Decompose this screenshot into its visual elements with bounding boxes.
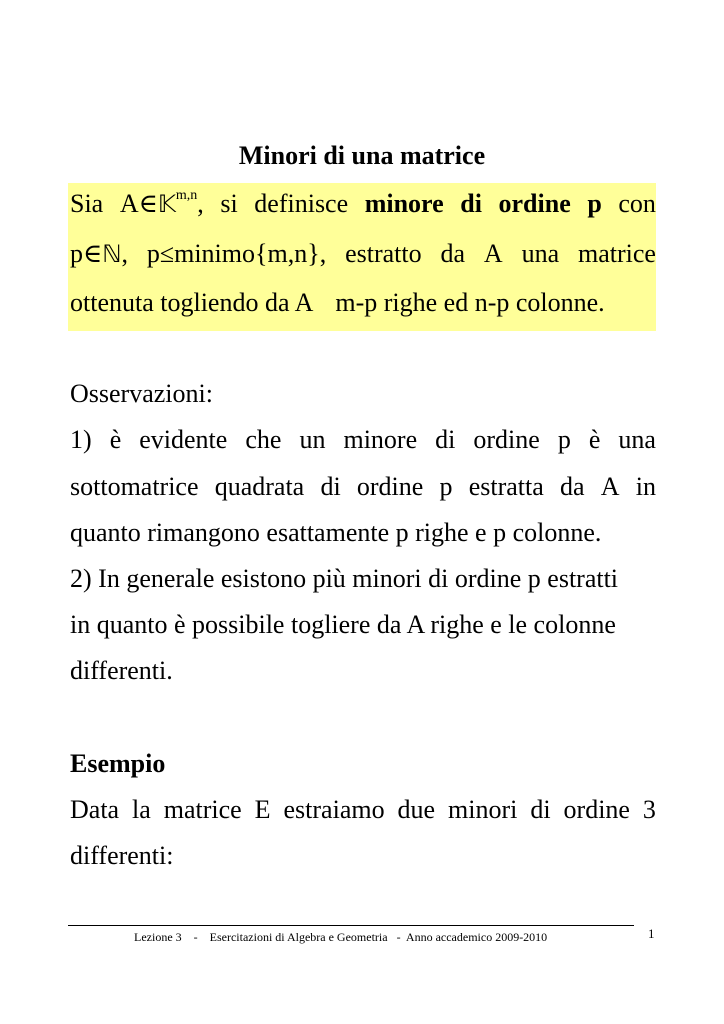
word: un — [299, 425, 326, 454]
word: E — [254, 795, 271, 824]
word: la — [132, 795, 151, 824]
word: p≤minimo{m,n}, — [146, 239, 327, 268]
observation-2-line-1: 2) In generale esistono più minori di ordine p estratti — [70, 564, 619, 593]
word: matrice — [577, 239, 656, 268]
observation-2-line-2: in quanto è possibile togliere da A righe e le colonne — [70, 610, 616, 639]
set-membership: p∈ℕ, — [70, 239, 128, 268]
word: estraiamo — [283, 795, 385, 824]
word: di — [435, 425, 456, 454]
word: A — [483, 239, 503, 268]
word: una — [521, 239, 560, 268]
word: che — [245, 425, 282, 454]
word: Data — [70, 795, 120, 824]
word: definisce — [254, 189, 349, 218]
word: di — [320, 472, 341, 501]
word: da — [440, 239, 466, 268]
field-symbol: 𝕂 — [157, 190, 176, 218]
bold-term: di — [460, 189, 482, 218]
definition-line-1 — [70, 188, 656, 220]
dimension-superscript: m,n — [175, 188, 198, 204]
word: una — [618, 425, 656, 454]
example-heading: Esempio — [70, 749, 166, 778]
word: A — [600, 472, 620, 501]
word: Sia — [70, 189, 104, 218]
word: si — [220, 189, 238, 218]
set-membership: A∈𝕂$^{m,n}$, — [119, 188, 204, 218]
word: estratto — [345, 239, 422, 268]
word: ordine — [563, 795, 630, 824]
word: due — [397, 795, 436, 824]
definition-line-3 — [70, 287, 656, 319]
naturals-symbol: ℕ — [102, 240, 122, 268]
word: in — [635, 472, 656, 501]
footer-text: Lezione 3 - Esercitazioni di Algebra e Geometria - Anno accademico 2009-2010 — [134, 930, 548, 944]
observation-1-line-1 — [70, 424, 656, 456]
word: minore — [343, 425, 418, 454]
footer-divider — [68, 925, 634, 926]
page-number: 1 — [648, 926, 655, 941]
word: ordine — [356, 472, 424, 501]
observations-heading: Osservazioni: — [70, 379, 213, 408]
word: da — [559, 472, 585, 501]
observation-2-line-3: differenti. — [70, 656, 173, 685]
word: p — [439, 472, 453, 501]
word: matrice — [163, 795, 242, 824]
bold-term: minore — [364, 189, 444, 218]
word: estratta — [468, 472, 544, 501]
example-line-2: differenti: — [70, 841, 174, 870]
word: quadrata — [214, 472, 305, 501]
definition-line-2 — [70, 238, 656, 270]
word: è — [109, 425, 122, 454]
observation-1-line-3: quanto rimangono esattamente p righe e p colonne. — [70, 518, 602, 547]
word: ordine — [473, 425, 540, 454]
page-title: Minori di una matrice — [238, 141, 486, 170]
text-segment: m-p righe ed n-p colonne. — [335, 288, 605, 317]
text-segment: ottenuta togliendo da A — [70, 288, 314, 317]
word: di — [530, 795, 551, 824]
word: è — [588, 425, 601, 454]
word: 1) — [70, 425, 92, 454]
word: p — [557, 425, 571, 454]
word: evidente — [139, 425, 228, 454]
word: 3 — [642, 795, 656, 824]
word: con — [618, 189, 656, 218]
bold-term: p — [587, 189, 602, 218]
example-line-1 — [70, 794, 656, 826]
bold-term: ordine — [498, 189, 571, 218]
observation-1-line-2 — [70, 471, 656, 503]
word: minori — [448, 795, 518, 824]
word: sottomatrice — [70, 472, 199, 501]
